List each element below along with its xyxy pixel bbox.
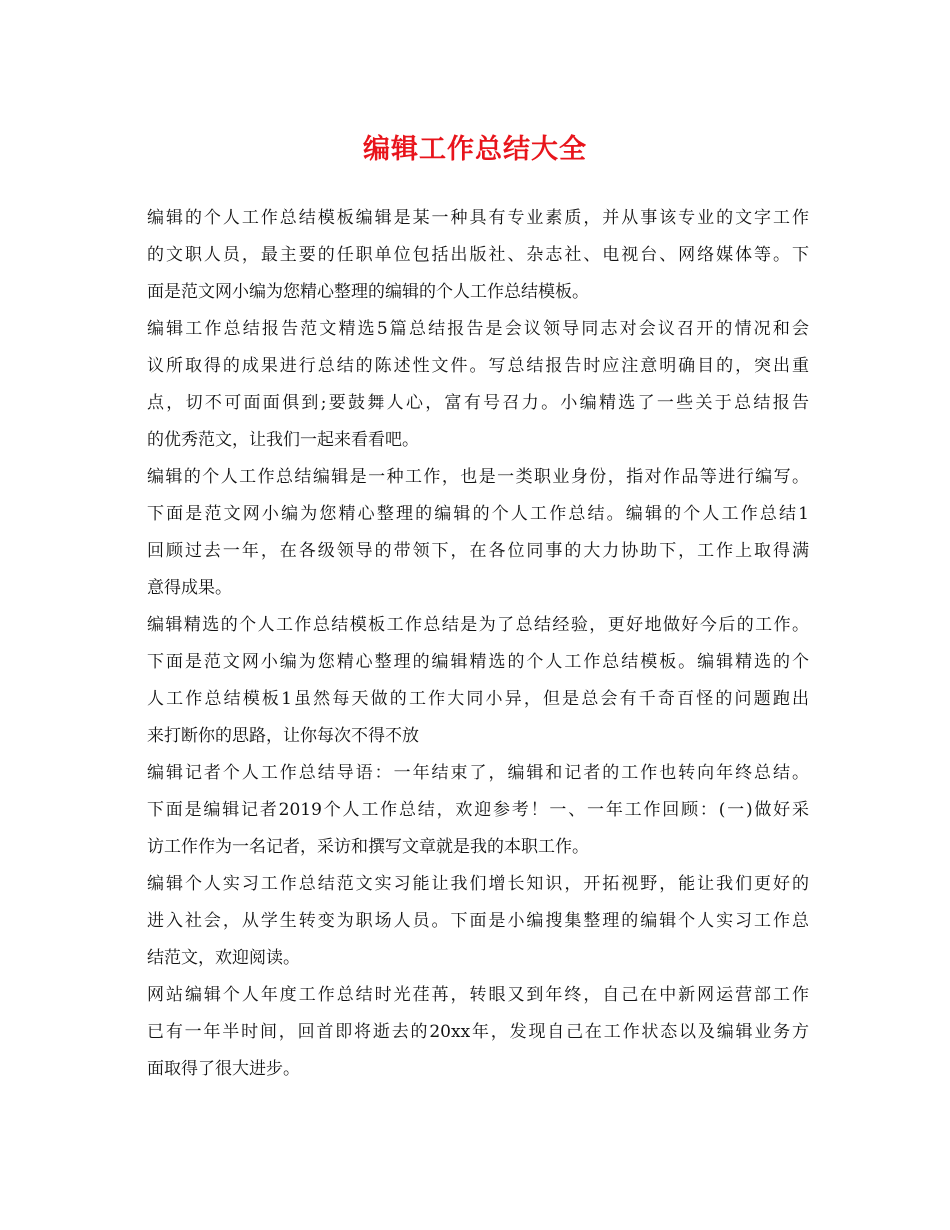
text-line: 点，切不可面面俱到;要鼓舞人心，富有号召力。小编精选了一些关于总结报告 (147, 393, 809, 413)
text-line: 下面是范文网小编为您精心整理的编辑精选的个人工作总结模板。编辑精选的个 (147, 652, 809, 672)
text-line: 已有一年半时间，回首即将逝去的20xx年，发现自己在工作状态以及编辑业务方 (147, 1022, 809, 1042)
text-line: 编辑精选的个人工作总结模板工作总结是为了总结经验，更好地做好今后的工作。 (147, 615, 809, 635)
text-line: 下面是范文网小编为您精心整理的编辑的个人工作总结。编辑的个人工作总结1 (147, 504, 809, 524)
document-title: 编辑工作总结大全 (363, 134, 587, 165)
paragraph (147, 200, 809, 311)
text-line: 编辑工作总结报告范文精选5篇总结报告是会议领导同志对会议召开的情况和会 (147, 319, 809, 339)
paragraph (147, 311, 809, 459)
text-line: 编辑个人实习工作总结范文实习能让我们增长知识，开拓视野，能让我们更好的 (147, 874, 809, 894)
text-line: 结范文，欢迎阅读。 (147, 948, 300, 968)
paragraph (147, 866, 809, 977)
text-line: 面是范文网小编为您精心整理的编辑的个人工作总结模板。 (147, 282, 589, 302)
text-line: 进入社会，从学生转变为职场人员。下面是小编搜集整理的编辑个人实习工作总 (147, 911, 809, 931)
text-line: 网站编辑个人年度工作总结时光荏苒，转眼又到年终，自己在中新网运营部工作 (147, 985, 809, 1005)
text-line: 人工作总结模板1虽然每天做的工作大同小异，但是总会有千奇百怪的问题跑出 (147, 689, 809, 709)
text-line: 下面是编辑记者2019个人工作总结，欢迎参考！一、一年工作回顾：(一)做好采 (147, 800, 809, 820)
paragraph (147, 755, 809, 866)
document-body (147, 200, 809, 1088)
paragraph (147, 459, 809, 607)
text-line: 的文职人员，最主要的任职单位包括出版社、杂志社、电视台、网络媒体等。下 (147, 245, 809, 265)
paragraph (147, 977, 809, 1088)
text-line: 的优秀范文，让我们一起来看看吧。 (147, 430, 419, 450)
text-line: 访工作作为一名记者，采访和撰写文章就是我的本职工作。 (147, 837, 589, 857)
paragraph (147, 607, 809, 755)
text-line: 面取得了很大进步。 (147, 1059, 300, 1079)
text-line: 来打断你的思路，让你每次不得不放 (147, 726, 419, 746)
text-line: 回顾过去一年，在各级领导的带领下，在各位同事的大力协助下，工作上取得满 (147, 541, 809, 561)
text-line: 议所取得的成果进行总结的陈述性文件。写总结报告时应注意明确目的，突出重 (147, 356, 809, 376)
text-line: 编辑的个人工作总结模板编辑是某一种具有专业素质，并从事该专业的文字工作 (147, 208, 809, 228)
text-line: 意得成果。 (147, 578, 232, 598)
text-line: 编辑的个人工作总结编辑是一种工作，也是一类职业身份，指对作品等进行编写。 (147, 467, 809, 487)
text-line: 编辑记者个人工作总结导语：一年结束了，编辑和记者的工作也转向年终总结。 (147, 763, 809, 783)
